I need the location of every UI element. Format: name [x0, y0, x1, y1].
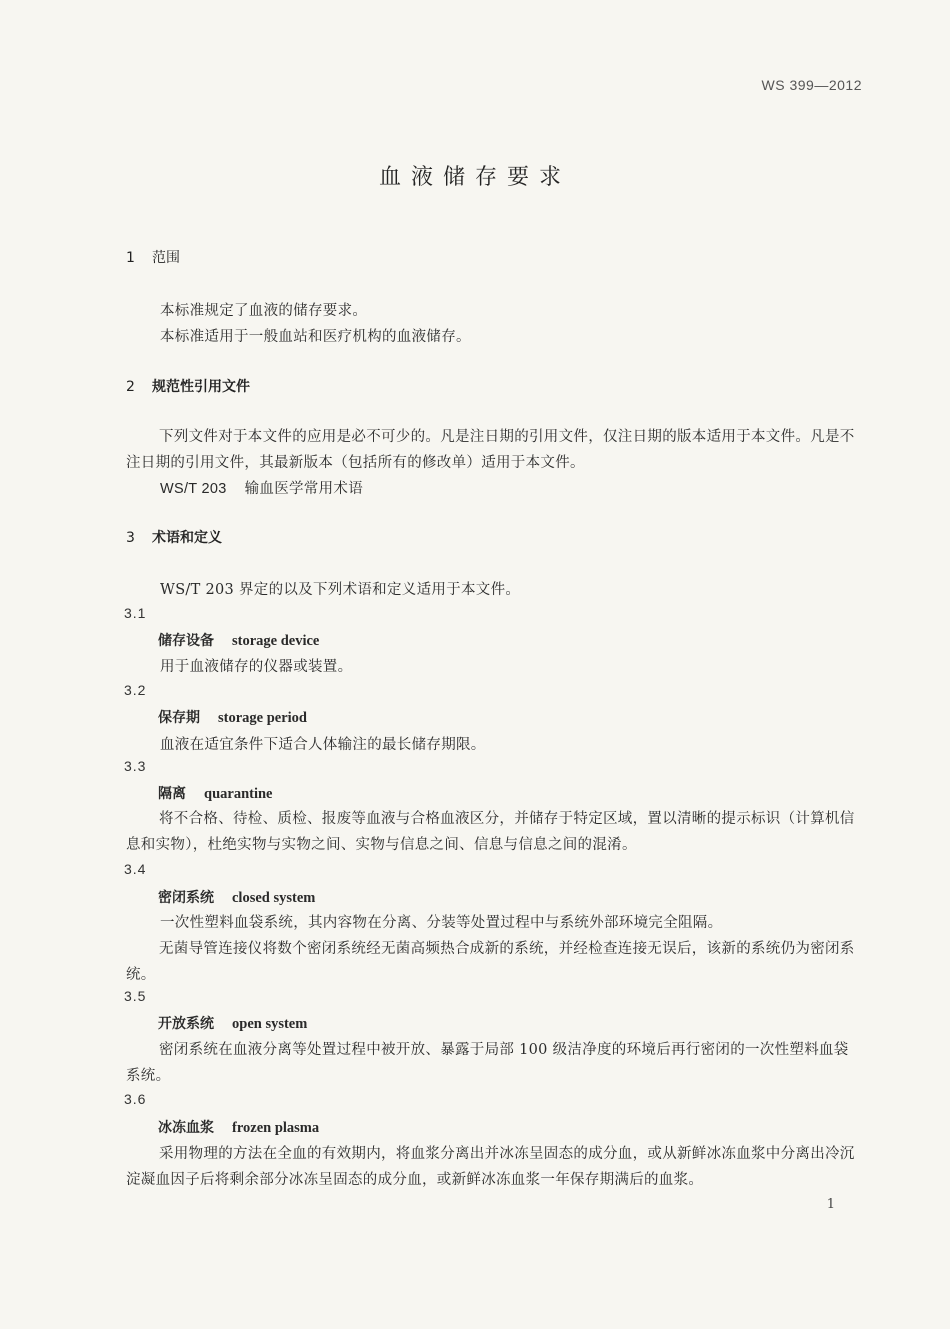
- term-number: 3.5: [124, 988, 147, 1004]
- term-number: 3.2: [124, 682, 147, 698]
- reference-item: [160, 477, 363, 498]
- term-chinese: 密闭系统: [158, 890, 214, 906]
- page-number: 1: [826, 1197, 835, 1212]
- term-chinese: 冰冻血浆: [158, 1120, 214, 1136]
- term-definition: 用于血液储存的仪器或装置。: [160, 659, 353, 675]
- term-definition: 将不合格、待检、质检、报废等血液与合格血液区分，并储存于特定区域，置以清晰的提示标识（计算机信息和实物），杜绝实物与实物之间、实物与信息之间、信息与信息之间的混淆。: [126, 811, 855, 853]
- term-english: storage device: [232, 633, 320, 649]
- section-number: 1: [126, 250, 135, 266]
- section-number: 2: [126, 379, 135, 395]
- term-english: frozen plasma: [232, 1120, 320, 1136]
- term-english: closed system: [232, 890, 316, 906]
- term-definition: 无菌导管连接仪将数个密闭系统经无菌高频热合成新的系统，并经检查连接无误后，该新的系统仍为密闭系统。: [126, 941, 855, 983]
- section-heading-terms: [126, 527, 222, 547]
- term-number: 3.1: [124, 605, 147, 621]
- term-chinese: 保存期: [158, 710, 200, 726]
- term-chinese: 隔离: [158, 786, 186, 802]
- term-heading: [158, 1117, 319, 1137]
- section-title: 术语和定义: [152, 530, 222, 546]
- references-intro: 下列文件对于本文件的应用是必不可少的。凡是注日期的引用文件，仅注日期的版本适用于本文件。凡是不注日期的引用文件，其最新版本（包括所有的修改单）适用于本文件。: [126, 429, 855, 471]
- scope-paragraph: 本标准适用于一般血站和医疗机构的血液储存。: [160, 329, 471, 345]
- term-definition: 采用物理的方法在全血的有效期内，将血浆分离出并冰冻呈固态的成分血，或从新鲜冰冻血浆中分离出冷沉淀凝血因子后将剩余部分冰冻呈固态的成分血，或新鲜冰冻血浆一年保存期满后的血浆。: [126, 1146, 855, 1188]
- term-chinese: 开放系统: [158, 1016, 214, 1032]
- term-number: 3.6: [124, 1091, 147, 1107]
- terms-intro: WS/T 203 界定的以及下列术语和定义适用于本文件。: [160, 582, 521, 598]
- term-heading: [158, 1013, 307, 1033]
- reference-title: 输血医学常用术语: [244, 481, 364, 497]
- term-english: open system: [232, 1016, 308, 1032]
- section-title: 规范性引用文件: [152, 379, 250, 395]
- term-number: 3.3: [124, 758, 147, 774]
- term-heading: [158, 707, 307, 727]
- section-heading-normative-references: [126, 376, 250, 396]
- term-definition: 一次性塑料血袋系统，其内容物在分离、分装等处置过程中与系统外部环境完全阻隔。: [160, 915, 723, 931]
- reference-code: WS/T 203: [160, 481, 227, 497]
- term-heading: [158, 887, 315, 907]
- term-english: storage period: [218, 710, 307, 726]
- term-definition: 血液在适宜条件下适合人体输注的最长储存期限。: [160, 737, 486, 753]
- term-definition: 密闭系统在血液分离等处置过程中被开放、暴露于局部 100 级洁净度的环境后再行密闭的一次性塑料血袋系统。: [126, 1042, 849, 1084]
- term-chinese: 储存设备: [158, 633, 214, 649]
- scope-paragraph: 本标准规定了血液的储存要求。: [160, 303, 368, 319]
- term-heading: [158, 783, 273, 803]
- term-heading: [158, 630, 319, 650]
- document-title: 血液储存要求: [378, 165, 571, 190]
- term-english: quarantine: [204, 786, 273, 802]
- standard-number: WS 399—2012: [761, 77, 862, 93]
- term-number: 3.4: [124, 861, 147, 877]
- section-number: 3: [126, 530, 135, 546]
- section-heading-scope: [126, 247, 180, 267]
- section-title: 范围: [152, 250, 180, 266]
